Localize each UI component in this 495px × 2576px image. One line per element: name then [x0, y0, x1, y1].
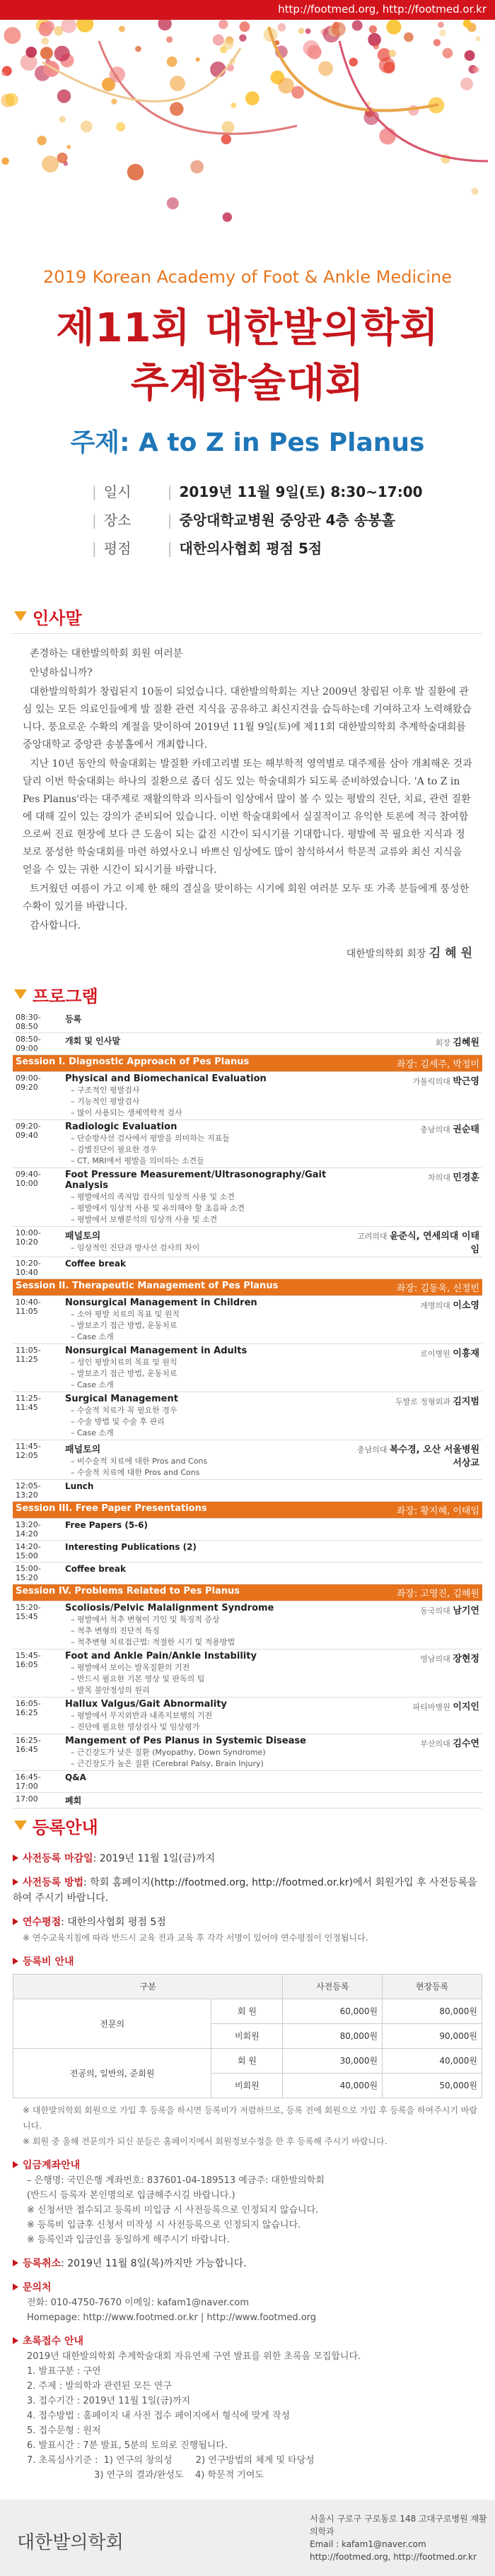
talk-row: [13, 1698, 482, 1734]
confetti-dot: [239, 35, 246, 42]
row-title: Nonsurgical Management in Adults: [65, 1346, 248, 1356]
confetti-dot: [223, 213, 232, 222]
session-row: [13, 1584, 482, 1601]
row-speaker: 계명의대 이소영: [348, 1296, 482, 1344]
confetti-dot: [219, 20, 228, 29]
row-title: Interesting Publications (2): [65, 1542, 197, 1552]
program-row: [13, 1257, 482, 1279]
confetti-dot: [5, 93, 18, 107]
session-chair: 좌장: 김세주, 박정미: [348, 1055, 482, 1072]
row-content: [62, 1480, 348, 1502]
row-speaker: 가톨릭의대 박근영: [348, 1072, 482, 1120]
session-title: Session IV. Problems Related to Pes Planus: [13, 1584, 348, 1601]
row-subtopic: – 수술 방법 및 수술 후 관리: [71, 1417, 165, 1426]
confetti-dot: [475, 36, 480, 41]
talk-row: [13, 1227, 482, 1257]
row-content: [62, 1120, 348, 1168]
confetti-dot: [42, 155, 59, 172]
row-title: Lunch: [65, 1481, 94, 1491]
row-subtopic: – 구조적인 평발검사: [71, 1086, 140, 1095]
confetti-dot: [369, 25, 377, 33]
confetti-dot: [25, 47, 37, 58]
confetti-dot: [404, 33, 414, 42]
row-time: 14:20-15:00: [13, 1541, 62, 1563]
talk-row: [13, 1344, 482, 1392]
confetti-dot: [352, 20, 363, 31]
event-info: [92, 478, 423, 563]
greeting-heading: 인사말: [14, 599, 481, 633]
confetti-dot: [298, 28, 305, 34]
signature: 대한발의학회 회장 김 혜 원: [346, 946, 472, 960]
registration-body: [13, 1851, 482, 2483]
confetti-dot: [1, 72, 6, 76]
row-title: 개회 및 인사말: [65, 1036, 120, 1046]
fee-table: [13, 1974, 482, 2098]
row-subtopic: – 평발에서 보이는 발목질환의 기전: [71, 1663, 190, 1672]
hero-title-line1: 제11회 대한발의학회: [56, 305, 439, 351]
row-subtopic: – 반드시 필요한 기본 영상 및 판독의 팁: [71, 1674, 205, 1683]
arrow-icon: [13, 1878, 18, 1886]
talk-row: [13, 1296, 482, 1344]
row-content: [62, 1072, 348, 1120]
confetti-dot: [471, 188, 478, 195]
row-speaker: [348, 1480, 482, 1502]
row-title: Surgical Management: [65, 1394, 178, 1404]
confetti-dot: [111, 99, 117, 105]
deadline-item: 사전등록 마감일: 2019년 11월 1일(금)까지: [13, 1851, 482, 1866]
row-content: [62, 1257, 348, 1279]
row-content: [62, 1011, 348, 1033]
confetti-dot: [135, 46, 141, 52]
row-time: 15:20-15:45: [13, 1601, 62, 1649]
info-row-venue: | 장소 | 중앙대학교병원 중앙관 4층 송봉홀: [92, 512, 395, 529]
row-speaker: 충남의대 복수경, 오산 서울병원 서상교: [348, 1440, 482, 1480]
greeting-body: [13, 633, 482, 977]
row-content: [62, 1296, 348, 1344]
program-row: [13, 1541, 482, 1563]
greeting-paragraph: 감사합니다.: [30, 920, 81, 931]
row-speaker: 회장 김혜원: [348, 1033, 482, 1055]
contact-item: 문의처 전화: 010-4750-7670 이메일: kafam1@naver.com Homepage: http://www.footmed.or.kr | http://www.footmed.org: [13, 2280, 482, 2325]
row-time: 12:05-13:20: [13, 1480, 62, 1502]
row-title: 등록: [65, 1014, 82, 1024]
talk-row: [13, 1168, 482, 1227]
session-chair: 좌장: 김동욱, 신정빈: [348, 1279, 482, 1296]
confetti-dot: [40, 47, 53, 59]
confetti-dot: [190, 160, 204, 174]
row-content: [62, 1734, 348, 1771]
confetti-dot: [76, 20, 93, 33]
confetti-dot: [349, 58, 358, 66]
row-subtopic: – Case 소개: [71, 1428, 114, 1437]
confetti-dot: [443, 48, 453, 59]
row-speaker: [348, 1563, 482, 1584]
confetti-dot: [59, 116, 66, 122]
greeting-paragraph: 지난 10년 동안의 학술대회는 발질환 카데고리별 또는 해부학적 영역별로 대주제를 삼아 개최해온 것과 달리 이번 학술대회는 하나의 질환으로 좁더 심도 있는 학술대회가 되도록 준비하였습니다. 'A to Z in Pes Planus'라는 대주제로 재활의학과 의사들이 임상에서 많이 볼 수 있는 평발의 진단, 치료, 관련 질환에 대해 깊이 있는 강의가 준비되어 있습니다. 이번 학술대회에서 실질적이고 유익한 토론에 적극 참여함으로써 진료 현장에 보다 큰 도움이 되는 값진 시간이 되시기를 기대합니다. 평발에 꼭 필요한 지식과 정보로 풍성한 학술대회를 마련 하였사오니 바쁘신 임상에도 많이 참석하셔서 학문적 교류와 최신 지식을 얻을 수 있는 귀한 시간이 되시기를 바랍니다.: [23, 758, 472, 876]
row-title: 패널토의: [65, 1445, 101, 1455]
info-row-credit: | 평점 | 대한의사협회 평점 5점: [92, 540, 322, 557]
confetti-dot: [223, 39, 233, 49]
row-speaker: [348, 1793, 482, 1809]
program-row: [13, 1793, 482, 1809]
abstract-item: 초록접수 안내 2019년 대한발의학회 추계학술대회 자유연제 구연 발표를 위한 초록을 모집합니다. 1. 발표구분 : 구연 2. 주제 : 발의학과 관련된 모든 연구 3. 접수기간 : 2019년 11월 1일(금)까지 4. 접수방법 : 홈페이지 내 사전 접수 페이지에서 형식에 맞게 작성 5. 접수문형 : 원저 6. 발표시간 : 7분 발표, 5분의 토의로 진행됩니다. 7. 초록심사기준 : 1) 연구의 창의성 2) 연구방법의 체계 및 타당성 3) 연구의 결과/완성도 4) 학문적 기여도: [13, 2334, 482, 2483]
confetti-dot: [167, 57, 177, 67]
talk-row: [13, 1120, 482, 1168]
row-speaker: 두발로 정형외과 김지범: [348, 1392, 482, 1440]
row-subtopic: – 척추변형 치료접근법: 적절한 시기 및 적용방법: [71, 1637, 235, 1647]
credit-item: 연수평점: 대한의사협회 평점 5점 ※ 연수교육지침에 따라 반드시 교육 전과 교육 후 각각 서명이 있어야 연수평점이 인정됩니다.: [13, 1915, 482, 1946]
confetti-dot: [116, 122, 125, 131]
row-subtopic: – 근긴장도가 낮은 질환 (Myopathy, Down Syndrome): [71, 1748, 266, 1757]
row-subtopic: – 평발에서 임상적 사용 및 유의해야 할 초음파 소견: [71, 1204, 245, 1213]
row-time: 10:20-10:40: [13, 1257, 62, 1279]
row-title: 패널토의: [65, 1231, 101, 1242]
row-subtopic: – 단순방사선 검사에서 평발을 의미하는 지표들: [71, 1134, 230, 1143]
row-time: 10:00-10:20: [13, 1227, 62, 1257]
arrow-icon: [13, 1918, 18, 1925]
fee-header: 현장등록: [383, 1975, 482, 1999]
row-title: Coffee break: [65, 1259, 126, 1269]
confetti-dot: [170, 76, 185, 91]
session-chair: 좌장: 고영진, 김혜원: [348, 1584, 482, 1601]
row-time: 08:50-09:00: [13, 1033, 62, 1055]
confetti-dot: [222, 121, 235, 134]
footer-logo: 대한발의학회: [17, 2532, 124, 2553]
method-item: 사전등록 방법: 학회 홈페이지(http://footmed.org, http://footmed.or.kr)에서 회원가입 후 사전등록을 하여 주시기 바랍니다.: [13, 1877, 477, 1904]
row-speaker: 영남의대 장현정: [348, 1649, 482, 1698]
row-time: 11:45-12:05: [13, 1440, 62, 1480]
registration-section: [0, 1809, 495, 1842]
row-subtopic: – 많이 사용되는 생체역학적 검사: [71, 1108, 182, 1117]
confetti-dot: [460, 78, 473, 90]
confetti-dot: [196, 57, 200, 61]
row-time: 10:40-11:05: [13, 1296, 62, 1344]
greeting-paragraph: 트거웠던 여름이 가고 이제 한 해의 결실을 맞이하는 시기에 회원 여러분 모두 또 가족 분들에게 풍성한 수확이 있기를 바랍니다.: [23, 883, 470, 912]
arrow-icon: [13, 1958, 18, 1965]
row-time: 09:40-10:00: [13, 1168, 62, 1227]
row-speaker: 동국의대 남기연: [348, 1601, 482, 1649]
row-speaker: 차의대 민경훈: [348, 1168, 482, 1227]
program-row: [13, 1563, 482, 1584]
row-time: 15:45-16:05: [13, 1649, 62, 1698]
registration-heading: 등록안내: [14, 1809, 481, 1842]
row-subtopic: – 진단에 필요한 영상검사 및 임상평가: [71, 1722, 200, 1731]
session-title: Session III. Free Paper Presentations: [13, 1502, 348, 1519]
confetti-dot: [373, 44, 379, 49]
confetti-dot: [170, 102, 184, 116]
hero-banner: [0, 20, 495, 599]
program-row: [13, 1480, 482, 1502]
row-subtopic: – Case 소개: [71, 1332, 114, 1341]
account-item: 입금계좌안내 – 은행명: 국민은행 계좌번호: 837601-04-189513 예금주: 대한발의학회 (반드시 등록자 본인명의로 입금해주시길 바랍니다.) ※ 신청서만 접수되고 등록비 미입금 시 사전등록으로 인정되지 않습니다. ※ 등록비 입금후 신청서 미작성 시 사전등록으로 인정되지 않습니다. ※ 등록인과 입금인을 동일하게 해주시기 바랍니다.: [13, 2158, 482, 2247]
confetti-dot: [66, 145, 71, 149]
confetti-dot: [465, 50, 475, 61]
row-speaker: 고려의대 윤준식, 연세의대 이태임: [348, 1227, 482, 1257]
confetti-dot: [210, 61, 226, 77]
confetti-dot: [379, 128, 396, 145]
fee-row: 전공의, 일반의, 준회원 회 원 30,000원 40,000원: [13, 2049, 482, 2074]
row-subtopic: – 소아 평발 치료의 목표 및 원칙: [71, 1310, 180, 1319]
row-content: [62, 1698, 348, 1734]
row-title: Mangement of Pes Planus in Systemic Disease: [65, 1736, 306, 1746]
fee-row: 전문의 회 원 60,000원 80,000원: [13, 1999, 482, 2024]
confetti-dot: [37, 136, 47, 145]
row-speaker: 로이병원 이흥재: [348, 1344, 482, 1392]
row-title: Scoliosis/Pelvic Malalignment Syndrome: [65, 1603, 274, 1613]
confetti-dot: [245, 91, 260, 105]
confetti-dot: [119, 25, 125, 32]
row-content: [62, 1440, 348, 1480]
program-table: [13, 1011, 482, 1809]
info-row-date: | 일시 | 2019년 11월 9일(토) 8:30~17:00: [92, 483, 423, 500]
program-row: [13, 1519, 482, 1541]
row-content: [62, 1227, 348, 1257]
row-subtopic: – 척추 변형의 진단적 특징: [71, 1626, 160, 1635]
confetti-dot: [433, 39, 441, 46]
talk-row: [13, 1072, 482, 1120]
confetti-dot: [4, 27, 21, 44]
row-time: 11:05-11:25: [13, 1344, 62, 1392]
row-time: 17:00: [13, 1793, 62, 1809]
session-title: Session II. Therapeutic Management of Pes Planus: [13, 1279, 348, 1296]
row-time: 15:00-15:20: [13, 1563, 62, 1584]
footer: [0, 2500, 495, 2576]
confetti-dot: [386, 20, 401, 35]
row-subtopic: – 비수술적 치료에 대한 Pros and Cons: [71, 1457, 208, 1466]
row-title: Free Papers (5-6): [65, 1520, 148, 1530]
triangle-icon: [14, 611, 27, 621]
row-content: [62, 1771, 348, 1793]
greeting-paragraph: 존경하는 대한발의학회 회원 여러분: [30, 648, 183, 659]
row-title: Nonsurgical Management in Children: [65, 1298, 257, 1308]
row-speaker: [348, 1541, 482, 1563]
hero-title-line2: 추계학술대회: [130, 360, 365, 406]
row-subtopic: – 발보조기 접근 방법, 운동치료: [71, 1321, 177, 1330]
row-time: 16:25-16:45: [13, 1734, 62, 1771]
row-content: [62, 1649, 348, 1698]
row-subtopic: – Case 소개: [71, 1380, 114, 1389]
confetti-dot: [318, 61, 333, 76]
row-subtopic: – 감별진단이 필요한 경우: [71, 1145, 158, 1154]
row-content: [62, 1033, 348, 1055]
confetti-dot: [278, 78, 294, 94]
row-time: 09:20-09:40: [13, 1120, 62, 1168]
row-speaker: [348, 1257, 482, 1279]
confetti-dot: [54, 46, 70, 61]
hero-year: 2019: [43, 267, 87, 287]
row-title: Hallux Valgus/Gait Abnormality: [65, 1699, 227, 1710]
greeting-paragraph: 안녕하십니까?: [30, 667, 93, 678]
talk-row: [13, 1649, 482, 1698]
program-table-wrap: [13, 1011, 482, 1809]
confetti-decoration: [0, 20, 495, 260]
confetti-dot: [1, 158, 8, 165]
row-speaker: 충남의대 권순태: [348, 1120, 482, 1168]
row-subtopic: – 임상적인 진단과 방사선 검사의 차이: [71, 1243, 200, 1252]
confetti-dot: [389, 49, 396, 57]
fee-header: 구분: [13, 1975, 283, 1999]
fee-row: 비회원 80,000원 90,000원: [13, 2024, 482, 2049]
talk-row: [13, 1601, 482, 1649]
row-title: Foot Pressure Measurement/Ultrasonography/Gait Analysis: [65, 1170, 327, 1191]
footer-address: 서울시 구로구 구로동로 148 고대구로병원 재활의학과 Email : kafam1@naver.com http://footmed.org, http://footmed.or.kr: [310, 2514, 487, 2562]
talk-row: [13, 1734, 482, 1771]
row-time: 11:25-11:45: [13, 1392, 62, 1440]
program-row: [13, 1033, 482, 1055]
row-title: Coffee break: [65, 1564, 126, 1574]
row-subtopic: – 평발에서 보행분석의 임상적 사용 및 소견: [71, 1215, 218, 1224]
session-title: Session I. Diagnostic Approach of Pes Planus: [13, 1055, 348, 1072]
row-content: [62, 1519, 348, 1541]
confetti-dot: [439, 30, 446, 37]
row-speaker: [348, 1011, 482, 1033]
row-content: [62, 1793, 348, 1809]
row-content: [62, 1541, 348, 1563]
row-speaker: 부산의대 김수연: [348, 1734, 482, 1771]
confetti-dot: [158, 20, 171, 30]
arrow-icon: [13, 1854, 18, 1862]
program-row: [13, 1771, 482, 1793]
row-subtopic: – 성인 평발치료의 목표 및 원칙: [71, 1358, 177, 1367]
arrow-icon: [13, 2337, 18, 2344]
refund-item: 등록취소: 2019년 11월 8일(목)까지만 가능합니다.: [13, 2256, 482, 2271]
program-heading: 프로그램: [14, 977, 481, 1011]
confetti-dot: [472, 66, 479, 73]
confetti-dot: [379, 57, 395, 73]
row-content: [62, 1168, 348, 1227]
row-subtopic: – 기능적인 평발검사: [71, 1097, 140, 1106]
row-subtopic: – 수술적 치료가 꼭 필요한 경우: [71, 1406, 177, 1415]
triangle-icon: [14, 989, 27, 999]
row-subtopic: – CT, MRI에서 평발을 의미하는 소견들: [71, 1156, 204, 1165]
row-subtopic: – 근긴장도가 높은 질환 (Cerebral Palsy, Brain Injury): [71, 1759, 264, 1768]
row-title: Radiologic Evaluation: [65, 1122, 177, 1132]
row-speaker: [348, 1771, 482, 1793]
confetti-dot: [127, 164, 144, 180]
program-section: [0, 977, 495, 1011]
row-subtopic: – 발목 불안정성의 원리: [71, 1686, 150, 1695]
talk-row: [13, 1392, 482, 1440]
confetti-dot: [305, 28, 311, 34]
top-url-bar[interactable]: http://footmed.org, http://footmed.or.kr: [0, 0, 495, 20]
row-subtopic: – 평발에서 무지외반과 내족지보행의 기전: [71, 1711, 213, 1720]
fee-item: 등록비 안내 구분 사전등록 현장등록 전문의 회 원 60,000원 80,000원 비회원 80,000원 90,000원 전공의, 일반의, 준회원 회 원 30,000원 40,000원 비회원 40,000원 50,000원 ※ 대한발의학회 회원으로 가입 후 등록을 하시면 등록비가 저렴하므로, 등록 전에 회원으로 가입 후 등록을 하여주시기 바랍니다. ※ 회원 중 올해 전문의가 되신 분들은 홈페이지에서 회원정보수정을 한 후 등록해 주시기 바랍니다.: [13, 1954, 482, 2149]
row-speaker: [348, 1519, 482, 1541]
confetti-dot: [231, 102, 236, 108]
confetti-dot: [64, 161, 69, 166]
hero-year-line: [0, 266, 495, 288]
row-time: 13:20-14:20: [13, 1519, 62, 1541]
row-title: Physical and Biomechanical Evaluation: [65, 1074, 267, 1084]
session-chair: 좌장: 황지혜, 이태임: [348, 1502, 482, 1519]
row-content: [62, 1601, 348, 1649]
confetti-dot: [57, 90, 71, 103]
row-title: Q&A: [65, 1772, 86, 1782]
arrow-icon: [13, 2259, 18, 2266]
confetti-dot: [166, 36, 173, 42]
arrow-icon: [13, 2161, 18, 2168]
row-title: 폐회: [65, 1796, 82, 1806]
greeting-section: [0, 599, 495, 633]
confetti-dot: [332, 22, 346, 36]
talk-row: [13, 1440, 482, 1480]
row-time: 09:00-09:20: [13, 1072, 62, 1120]
session-row: [13, 1055, 482, 1072]
confetti-dot: [62, 20, 77, 33]
greeting-paragraph: 대한발의학회가 창립된지 10돌이 되었습니다. 대한발의학회는 지난 2009년 창립된 이후 발 질환에 관심 있는 모든 의료인들에게 발 질환 관련 지식을 공유하고 최신지견을 습득하는데 기여하고자 노력해왔습니다. 풍요로운 수확의 계절을 맞이하여 2019년 11월 9일(토)에 제11회 대한발의학회 추계학술대회를 중앙대학교 중앙관 송봉홀에서 개최합니다.: [23, 686, 472, 751]
row-subtopic: – 수술적 치료에 대한 Pros and Cons: [71, 1468, 200, 1477]
triangle-icon: [14, 1821, 27, 1830]
row-time: 16:45-17:00: [13, 1771, 62, 1793]
fee-header: 사전등록: [283, 1975, 383, 1999]
confetti-dot: [221, 134, 231, 144]
hero-theme: 주제: A to Z in Pes Planus: [70, 428, 425, 457]
session-row: [13, 1502, 482, 1519]
confetti-dot: [41, 37, 49, 45]
row-speaker: 파티마병원 이지인: [348, 1698, 482, 1734]
row-time: 08:30-08:50: [13, 1011, 62, 1033]
confetti-dot: [213, 35, 224, 46]
row-subtopic: – 평발에서의 족저압 검사의 임상적 사용 및 소견: [71, 1192, 235, 1201]
confetti-dot: [81, 121, 93, 133]
confetti-dot: [167, 197, 179, 209]
hero-society: Korean Academy of Foot & Ankle Medicine: [92, 267, 452, 287]
row-content: [62, 1344, 348, 1392]
arrow-icon: [13, 2283, 18, 2290]
confetti-dot: [307, 45, 321, 59]
row-content: [62, 1392, 348, 1440]
confetti-dot: [438, 22, 444, 28]
program-row: [13, 1011, 482, 1033]
row-subtopic: – 발보조기 접근 방법, 운동치료: [71, 1369, 177, 1378]
row-title: Foot and Ankle Pain/Ankle Instability: [65, 1651, 257, 1662]
confetti-dot: [240, 21, 250, 32]
row-content: [62, 1563, 348, 1584]
confetti-dot: [278, 23, 286, 32]
fee-row: 비회원 40,000원 50,000원: [13, 2074, 482, 2098]
row-time: 16:05-16:25: [13, 1698, 62, 1734]
row-subtopic: – 평발에서 척추 변형이 기인 및 특징적 증상: [71, 1615, 220, 1624]
session-row: [13, 1279, 482, 1296]
confetti-dot: [43, 21, 54, 33]
